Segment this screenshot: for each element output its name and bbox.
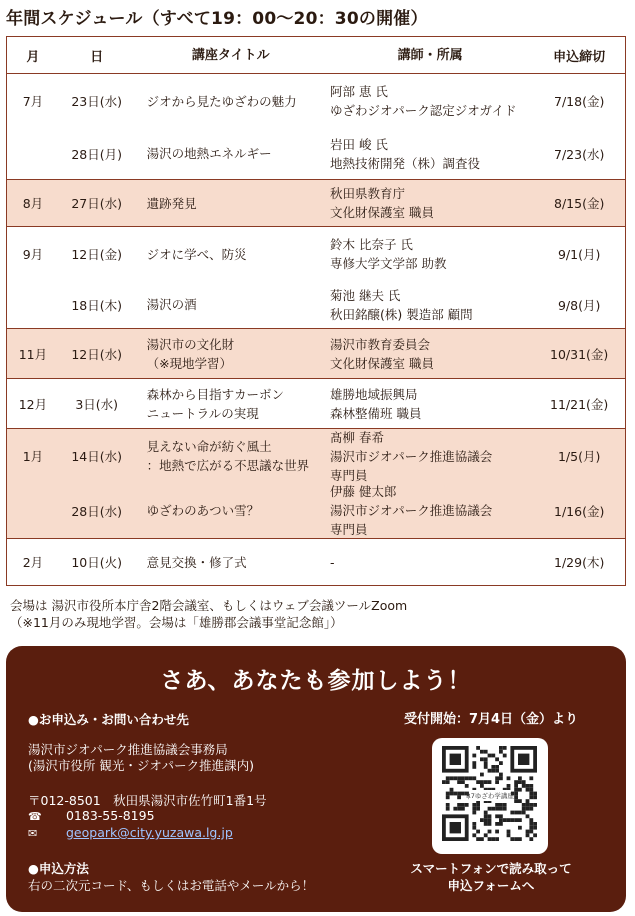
cell-instructor: [327, 82, 533, 120]
title-line: ：地熱で広がる不思議な世界: [146, 458, 310, 473]
cell-instructor: [327, 385, 533, 423]
cell-month: 2月: [22, 555, 44, 570]
cell-day: 12日(金): [71, 247, 123, 262]
cell-title: [135, 245, 327, 264]
cell-day: 3日(水): [75, 396, 119, 412]
title-line: 遺跡発見: [146, 195, 197, 211]
header-title: 講座タイトル: [191, 47, 270, 63]
cell-title: [135, 295, 327, 314]
title-line: 意見交換・修了式: [146, 554, 247, 570]
cell-day: 14日(水): [71, 449, 123, 464]
method-text: 右の二次元コード、もしくはお電話やメールから！: [28, 878, 315, 893]
month-group: [7, 328, 625, 378]
instructor-line: 専門員: [329, 467, 368, 483]
instructor-line: 専門員: [329, 522, 368, 537]
cell-day: 23日(水): [71, 94, 123, 109]
cell-month: 1月: [22, 449, 44, 464]
venue-note: 会場は 湯沢市役所本庁舎2階会議室、もしくはウェブ会議ツールZoom: [10, 598, 408, 613]
instructor-line: 専修大学文学部 助教: [329, 256, 447, 271]
cell-day: 12日(水): [71, 346, 123, 362]
cell-month: 9月: [22, 247, 44, 262]
instructor-line: 湯沢市教育委員会: [329, 336, 430, 352]
instructor-line: 文化財保護室 職員: [329, 205, 434, 220]
table-row: [7, 227, 625, 281]
qr-caption-1: スマートフォンで読み取って: [410, 861, 572, 876]
title-line: ジオに学べ、防災: [146, 246, 247, 262]
org-name: 湯沢市ジオパーク推進協議会事務局: [28, 742, 228, 757]
table-header: [7, 37, 625, 73]
instructor-line: 湯沢市ジオパーク推進協議会: [329, 448, 493, 464]
instructor-line: -: [329, 554, 335, 570]
header-deadline: 申込締切: [553, 49, 606, 65]
instructor-line: 阿部 恵 氏: [329, 84, 388, 99]
cell-title: [135, 335, 327, 373]
cell-deadline: 8/15(金): [554, 196, 605, 211]
cell-deadline: 1/16(金): [554, 503, 605, 519]
title-line: ニュートラルの実現: [146, 405, 259, 421]
cell-instructor: [327, 184, 533, 222]
email-link[interactable]: geopark@city.yuzawa.lg.jp: [65, 825, 233, 840]
venue-note-sub: （※11月のみ現地学習。会場は「雄勝郡会議事堂記念館」）: [10, 615, 343, 630]
qr-code[interactable]: [432, 738, 548, 854]
title-line: ゆざわのあつい雪？: [146, 503, 260, 518]
month-group: [7, 179, 625, 226]
cell-instructor: [327, 235, 533, 273]
qr-label: R7ゆざわ学講座: [466, 792, 514, 800]
cell-instructor: [327, 286, 533, 324]
table-row: [7, 180, 625, 226]
title-line: 湯沢市の文化財: [146, 336, 235, 352]
cell-title: [135, 194, 327, 213]
title-line: ジオから見たゆざわの魅力: [146, 93, 297, 109]
cell-title: [135, 144, 327, 163]
cell-day: 10日(火): [71, 555, 123, 570]
instructor-line: 秋田県教育庁: [329, 186, 405, 201]
cell-instructor: [327, 335, 533, 373]
cell-month: 7月: [22, 94, 44, 109]
table-row: [7, 128, 625, 179]
month-group: [7, 73, 625, 179]
month-group: [7, 538, 625, 585]
cell-day: 27日(水): [71, 196, 123, 211]
table-row: [7, 379, 625, 428]
cell-title: [135, 385, 327, 423]
cell-deadline: 7/18(金): [554, 94, 605, 109]
instructor-line: 岩田 峻 氏: [329, 136, 388, 152]
table-row: [7, 539, 625, 585]
instructor-line: 鈴木 比奈子 氏: [329, 237, 413, 252]
cell-deadline: 10/31(金): [550, 346, 609, 362]
cell-title: [135, 437, 327, 475]
page-title: 年間スケジュール（すべて19：00〜20：30の開催）: [6, 9, 428, 29]
title-line: 見えない命が紡ぐ風土: [146, 439, 272, 454]
cell-day: 28日(月): [71, 146, 123, 162]
instructor-line: 文化財保護室 職員: [329, 355, 434, 371]
cell-title: [135, 92, 327, 111]
table-row: [7, 329, 625, 378]
email-row: [28, 825, 233, 840]
cell-title: [135, 553, 327, 572]
instructor-line: 森林整備班 職員: [329, 405, 422, 421]
cell-deadline: 9/1(月): [557, 247, 601, 262]
cell-deadline: 7/23(水): [554, 146, 605, 162]
cell-instructor: [327, 553, 533, 572]
method-label: ●申込方法: [28, 861, 89, 876]
cell-instructor: [327, 428, 533, 485]
cell-deadline: 9/8(月): [557, 297, 601, 313]
qr-code-icon: [442, 746, 538, 846]
title-line: （※現地学習）: [146, 355, 233, 371]
month-group: [7, 226, 625, 328]
title-line: 湯沢の酒: [146, 297, 197, 312]
cell-title: [135, 501, 327, 520]
cell-month: 8月: [22, 196, 44, 211]
qr-caption-2: 申込フォームへ: [447, 878, 535, 893]
month-group: [7, 378, 625, 428]
instructor-line: 伊藤 健太郎: [329, 484, 397, 499]
table-row: [7, 483, 625, 538]
instructor-line: 湯沢市ジオパーク推進協議会: [329, 503, 493, 518]
address: 〒012-8501 秋田県湯沢市佐竹町1番1号: [28, 793, 267, 808]
phone-number[interactable]: 0183-55-8195: [65, 808, 155, 823]
cell-deadline: 1/5(月): [557, 449, 601, 464]
instructor-line: ゆざわジオパーク認定ジオガイド: [329, 103, 517, 118]
header-instructor: 講師・所属: [397, 47, 463, 63]
table-row: [7, 74, 625, 128]
cell-day: 18日(木): [71, 297, 123, 313]
cell-day: 28日(水): [71, 503, 123, 519]
call-to-action-panel: [6, 646, 626, 912]
instructor-line: 菊池 継夫 氏: [329, 287, 401, 303]
phone-row: [28, 808, 155, 823]
cta-heading: さあ、あなたも参加しよう！: [160, 668, 472, 694]
cell-instructor: [327, 482, 533, 539]
instructor-line: 髙柳 春希: [329, 429, 384, 445]
cell-instructor: [327, 135, 533, 173]
cell-deadline: 11/21(金): [550, 396, 609, 412]
instructor-line: 秋田銘醸(株) 製造部 顧問: [329, 306, 473, 322]
instructor-line: 雄勝地域振興局: [329, 386, 418, 402]
phone-icon: ☎: [28, 810, 42, 823]
cell-month: 11月: [18, 346, 48, 362]
mail-icon: ✉: [28, 827, 38, 840]
title-line: 森林から目指すカーボン: [146, 386, 284, 402]
contact-label: ●お申込み・お問い合わせ先: [28, 712, 189, 727]
month-group: [7, 428, 625, 538]
header-day: 日: [90, 49, 104, 65]
header-month: 月: [26, 49, 40, 65]
cell-month: 12月: [18, 396, 48, 412]
reception-start: 受付開始：7月4日（金）より: [403, 712, 579, 727]
title-line: 湯沢の地熱エネルギー: [146, 146, 272, 161]
cell-deadline: 1/29(木): [554, 555, 605, 570]
org-department: (湯沢市役所 観光・ジオパーク推進課内): [28, 758, 254, 773]
schedule-table: [6, 36, 626, 586]
instructor-line: 地熱技術開発（株）調査役: [329, 155, 480, 171]
table-row: [7, 429, 625, 483]
table-row: [7, 281, 625, 328]
